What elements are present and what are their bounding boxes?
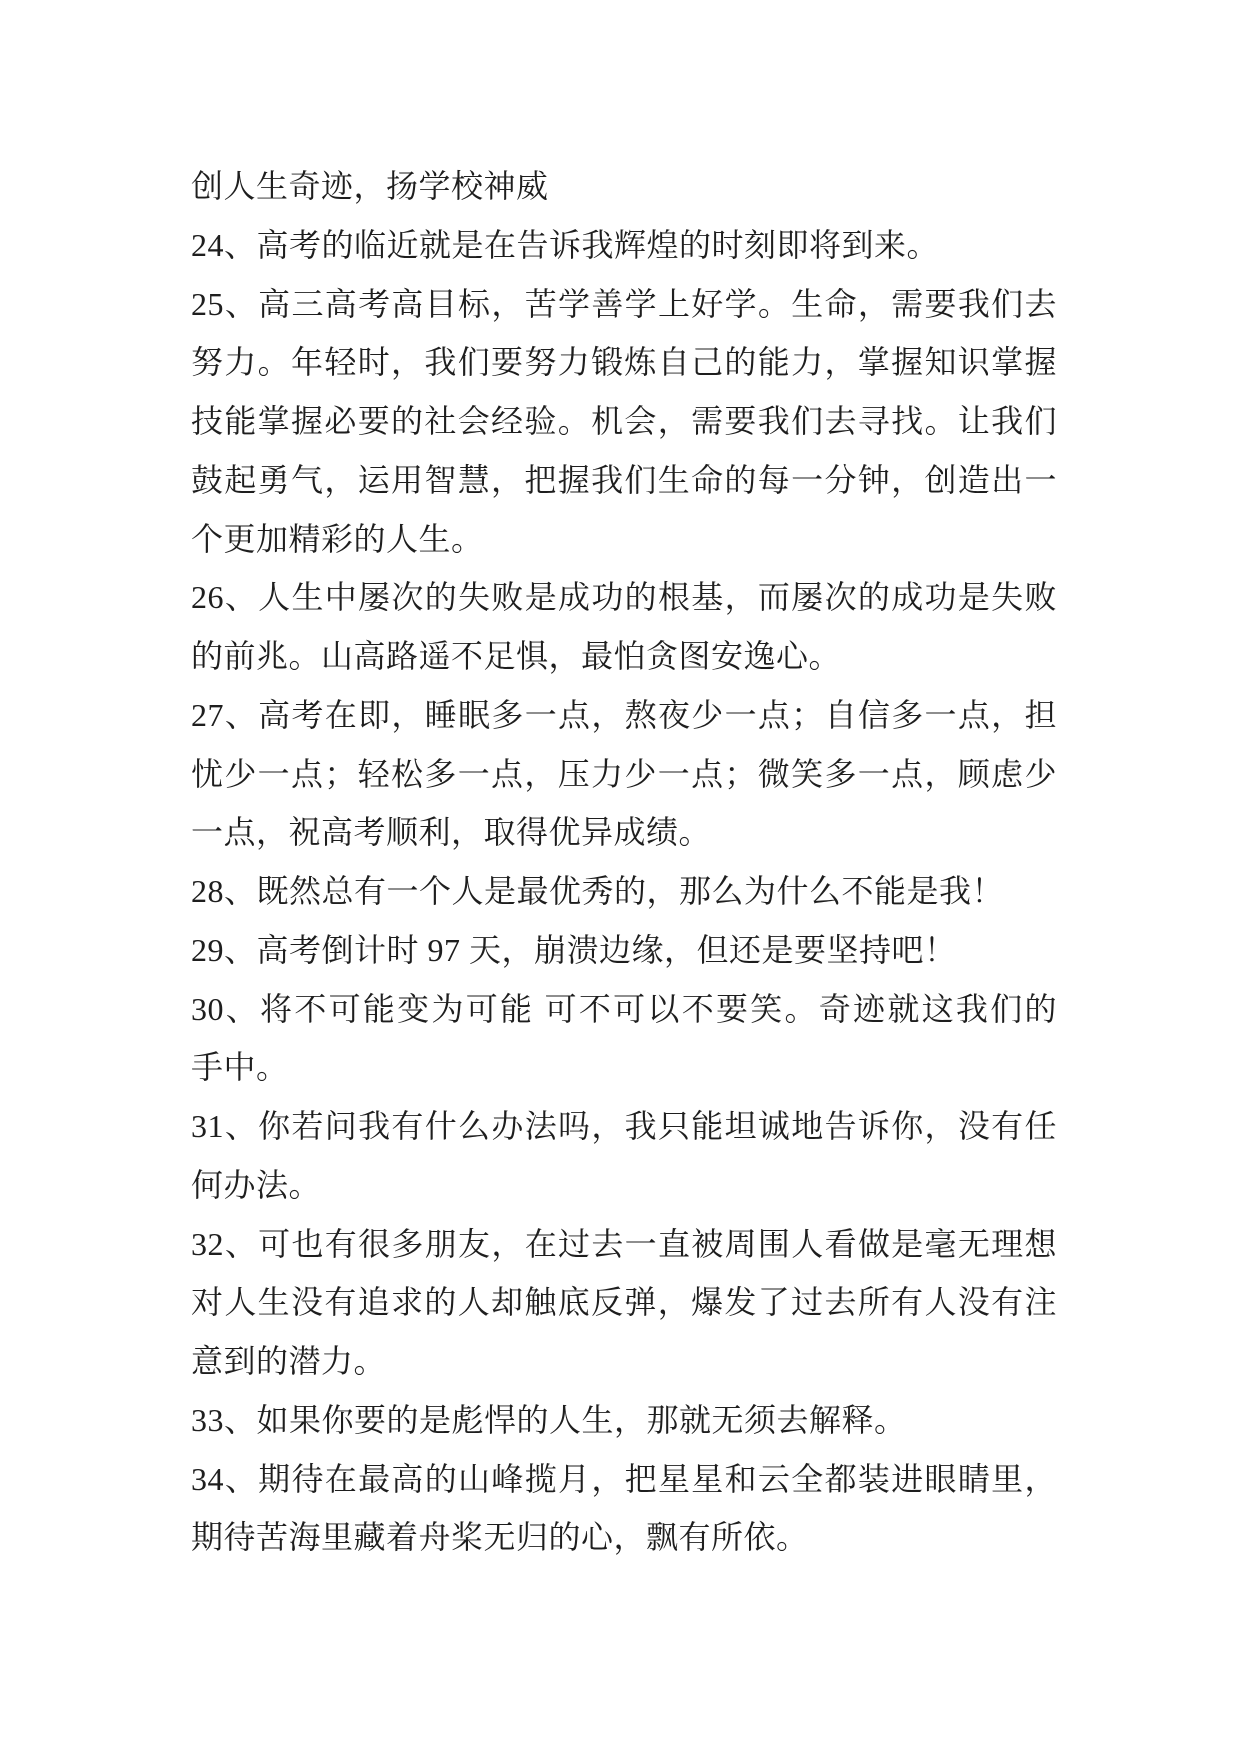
paragraph — [191, 862, 1057, 921]
paragraph — [191, 686, 1057, 862]
paragraph — [191, 1391, 1057, 1450]
text-line: 26、人生中屡次的失败是成功的根基，而屡次的成功是失败 — [191, 579, 1057, 616]
text-line: 28、既然总有一个人是最优秀的，那么为什么不能是我！ — [191, 873, 1005, 909]
text-line: 忧少一点；轻松多一点，压力少一点；微笑多一点，顾虑少 — [191, 755, 1057, 792]
paragraph — [191, 1097, 1057, 1215]
text-line: 25、高三高考高目标，苦学善学上好学。生命，需要我们去 — [191, 285, 1057, 322]
text-line: 意到的潜力。 — [191, 1343, 387, 1379]
text-line: 29、高考倒计时 97 天，崩溃边缘，但还是要坚持吧！ — [191, 931, 957, 968]
text-line: 创人生奇迹，扬学校神威 — [191, 168, 549, 204]
text-line: 对人生没有追求的人却触底反弹，爆发了过去所有人没有注 — [191, 1284, 1057, 1321]
paragraph — [191, 921, 1057, 980]
text-line: 的前兆。山高路遥不足惧，最怕贪图安逸心。 — [191, 638, 842, 674]
text-line: 期待苦海里藏着舟桨无归的心，飘有所依。 — [191, 1519, 809, 1556]
paragraph — [191, 275, 1057, 569]
text-line: 何办法。 — [191, 1166, 322, 1203]
text-line: 33、如果你要的是彪悍的人生，那就无须去解释。 — [191, 1401, 907, 1438]
paragraph — [191, 157, 1057, 216]
text-line: 27、高考在即，睡眠多一点，熬夜少一点；自信多一点，担 — [191, 696, 1057, 733]
text-line: 32、可也有很多朋友，在过去一直被周围人看做是毫无理想 — [191, 1225, 1057, 1262]
text-line: 24、高考的临近就是在告诉我辉煌的时刻即将到来。 — [191, 226, 940, 263]
text-line: 技能掌握必要的社会经验。机会，需要我们去寻找。让我们 — [191, 403, 1057, 439]
paragraph — [191, 568, 1057, 686]
document-body — [191, 157, 1057, 1567]
text-line: 34、期待在最高的山峰揽月，把星星和云全都装进眼睛里， — [191, 1460, 1057, 1497]
text-line: 31、你若问我有什么办法吗，我只能坦诚地告诉你，没有任 — [191, 1108, 1057, 1144]
paragraph — [191, 1215, 1057, 1391]
text-line: 鼓起勇气，运用智慧，把握我们生命的每一分钟，创造出一 — [191, 461, 1057, 498]
paragraph — [191, 980, 1057, 1098]
text-line: 努力。年轻时，我们要努力锻炼自己的能力，掌握知识掌握 — [191, 344, 1057, 381]
text-line: 手中。 — [191, 1049, 289, 1086]
paragraph — [191, 1450, 1057, 1568]
text-line: 个更加精彩的人生。 — [191, 520, 484, 557]
text-line: 30、将不可能变为可能 可不可以不要笑。奇迹就这我们的 — [191, 990, 1057, 1027]
text-line: 一点，祝高考顺利，取得优异成绩。 — [191, 814, 712, 851]
paragraph — [191, 216, 1057, 275]
